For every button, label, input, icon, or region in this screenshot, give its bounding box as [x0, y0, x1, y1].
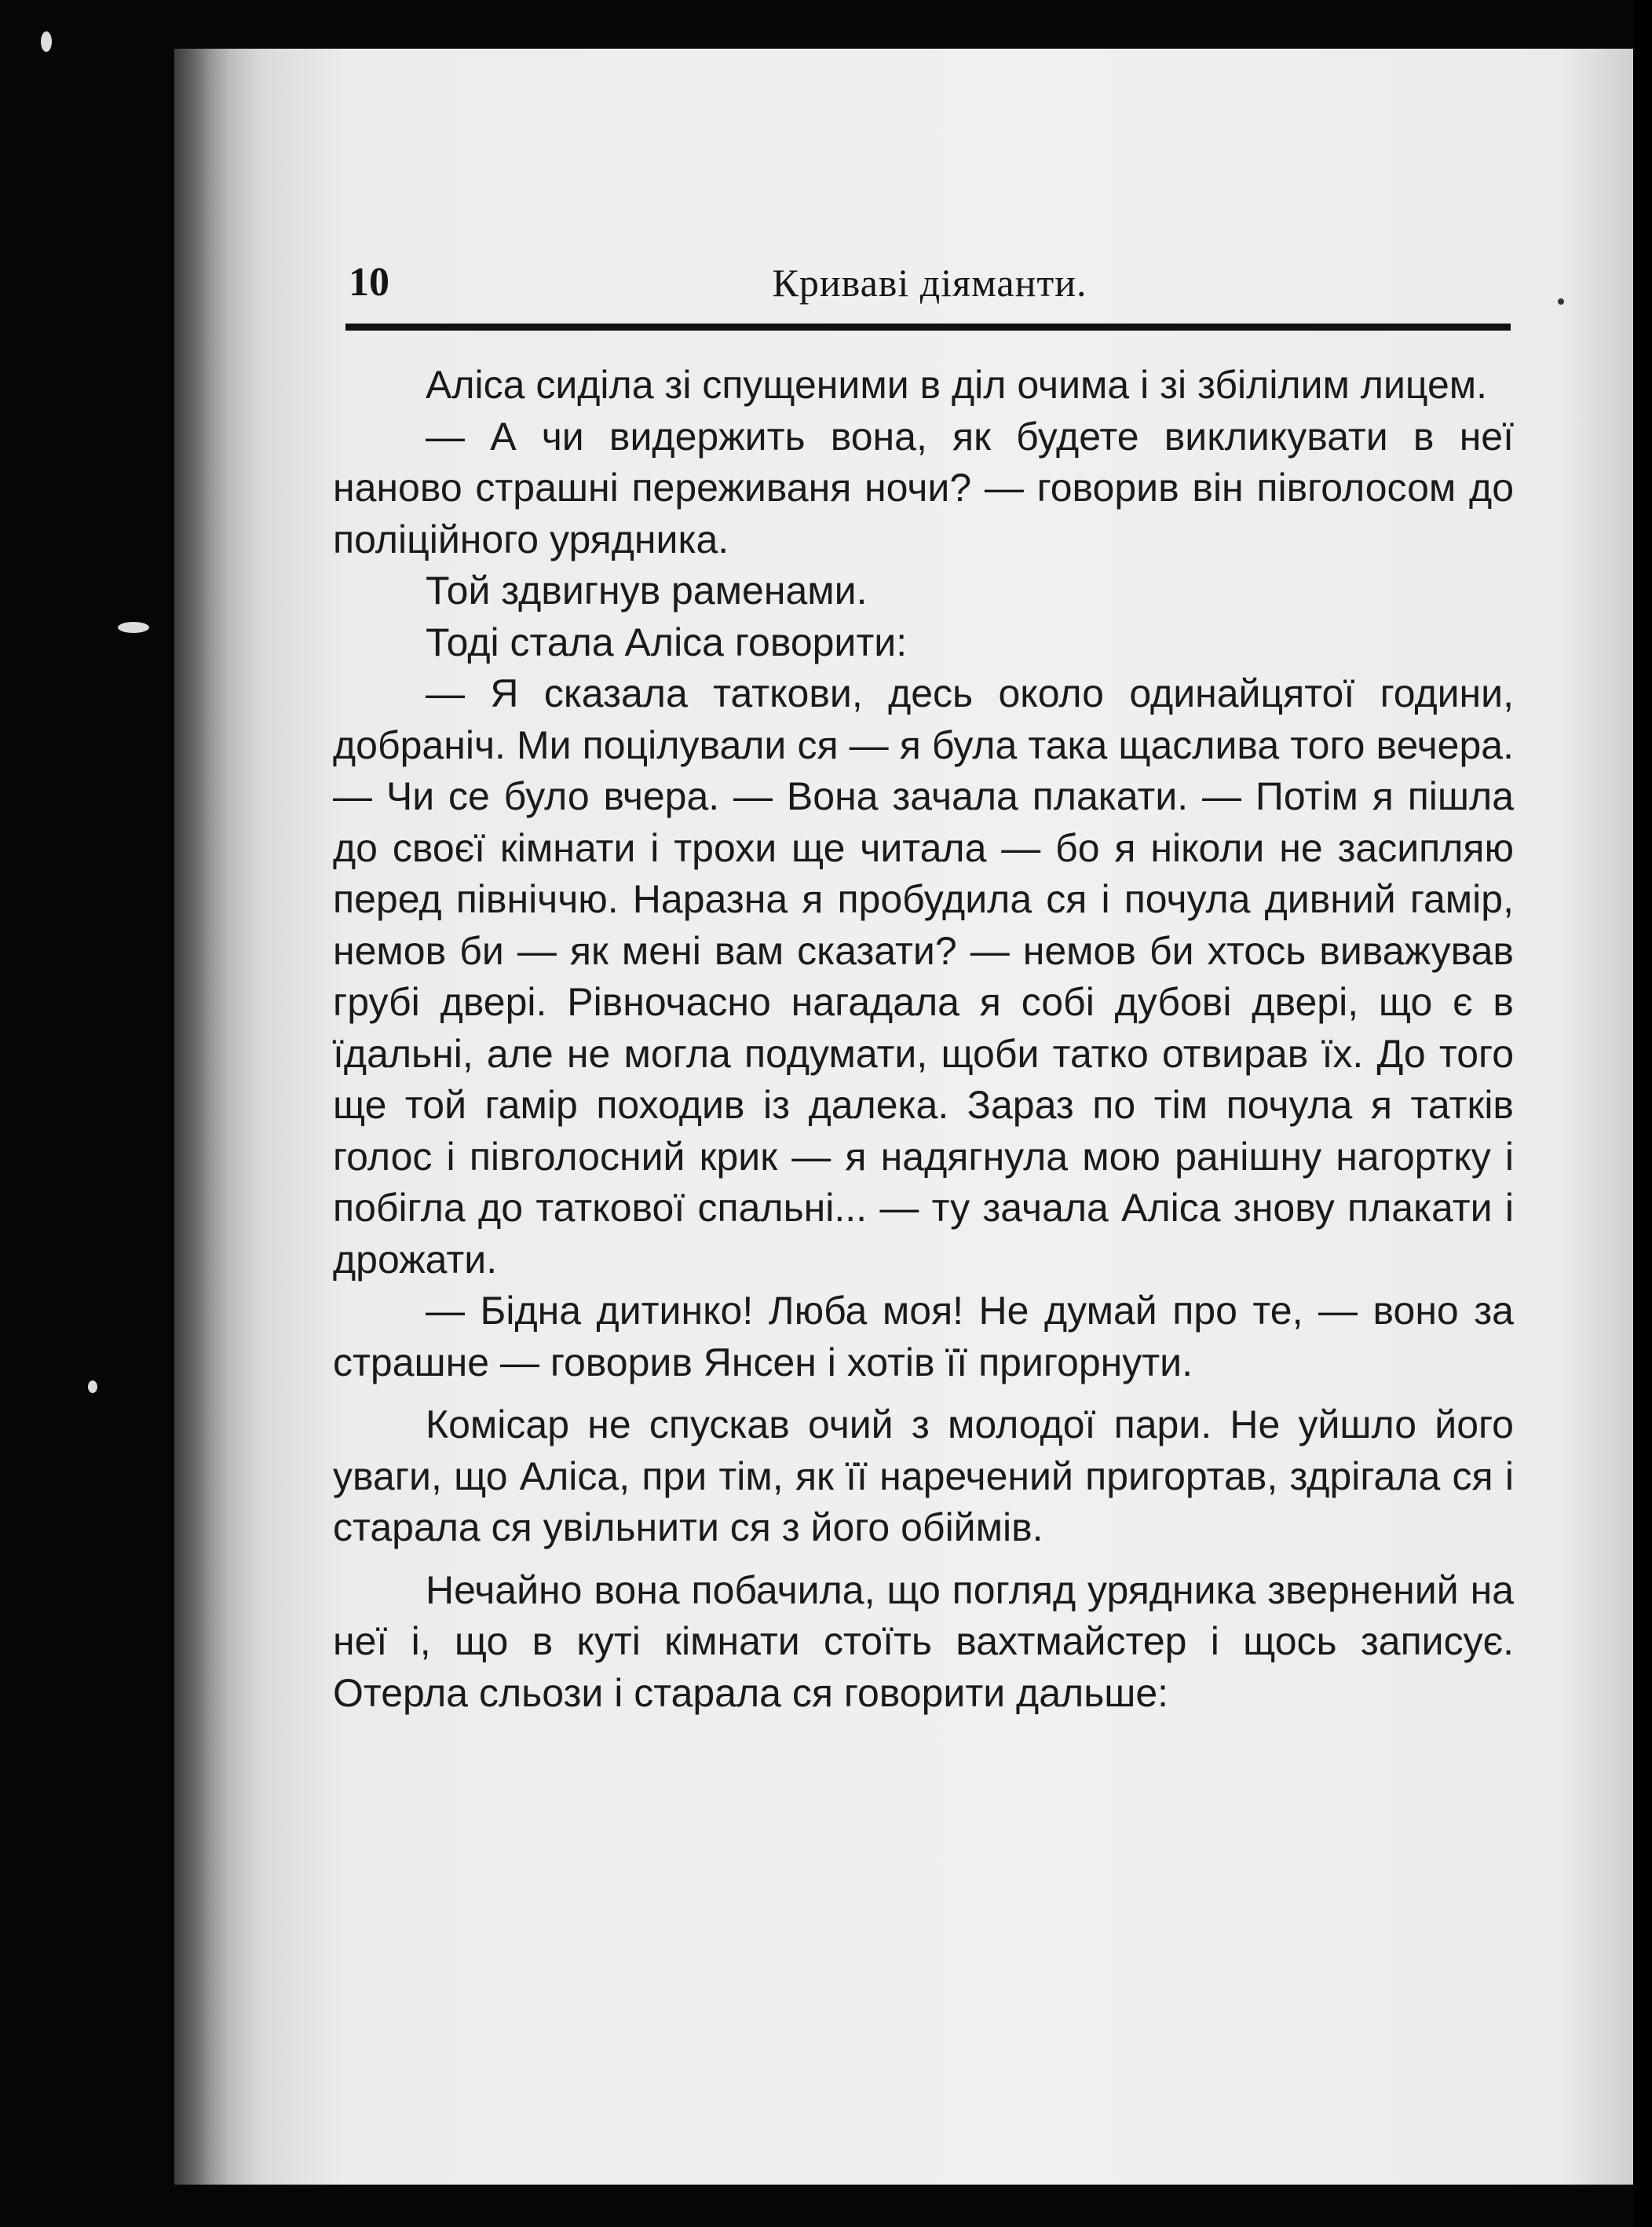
- page-header: [349, 251, 1511, 314]
- scan-speck: [1558, 298, 1564, 305]
- paragraph: — А чи видержить вона, як будете викликувати в неї наново страшні переживаня ночи? — говорив він півголосом до поліційного урядника.: [333, 414, 1514, 561]
- paragraph: — Я сказала таткови, десь около одинайцятої години, добраніч. Ми поцілували ся — я була така щаслива того вечера. — Чи се було вчера. — Вона зачала плакати. — Потім я пішла до своєї кімнати і трохи ще читала — бо я ніколи не засипляю перед північчю. Наразна я пробудила ся і почула дивний гамір, немов би — як мені вам сказати? — немов би хтось виважував грубі двері. Рівночасно нагадала я собі дубові двері, що є в їдальні, але не могла подумати, щоби татко отвирав їх. До того ще той гамір походив із далека. Зараз по тім почула я татків голос і півголосний крик — я надягнула мою ранішну нагортку і побігла до таткової спальні... — ту зачала Аліса знову плакати і дрожати.: [333, 671, 1514, 1282]
- page-number: 10: [349, 260, 389, 305]
- page-spine-shadow: [174, 49, 229, 2185]
- running-title: Криваві діяманти.: [772, 261, 1087, 305]
- header-rule: [345, 324, 1511, 331]
- scan-speck: [88, 1380, 97, 1393]
- paragraph: Нечайно вона побачила, що погляд урядника звернений на неї і, що в куті кімнати стоїть вахтмайстер і щось записує. Отерла сльози і старала ся говорити дальше:: [333, 1567, 1514, 1715]
- scan-speck: [41, 31, 52, 52]
- scan-right-edge: [1633, 0, 1652, 2227]
- scan-speck: [118, 622, 149, 633]
- paragraph: Тоді стала Аліса говорити:: [426, 620, 908, 664]
- paragraph: Той здвигнув раменами.: [426, 569, 868, 613]
- body-text: [333, 360, 1514, 1719]
- paragraph: — Бідна дитинко! Люба моя! Не думай про те, — воно за страшне — говорив Янсен і хотів її пригорнути.: [333, 1289, 1514, 1384]
- paragraph: Комісар не спускав очий з молодої пари. Не уйшло його уваги, що Аліса, при тім, як її наречений пригортав, здрігала ся і старала ся увільнити ся з його обіймів.: [333, 1402, 1514, 1549]
- paragraph: Аліса сиділа зі спущеними в діл очима і зі збілілим лицем.: [426, 363, 1488, 407]
